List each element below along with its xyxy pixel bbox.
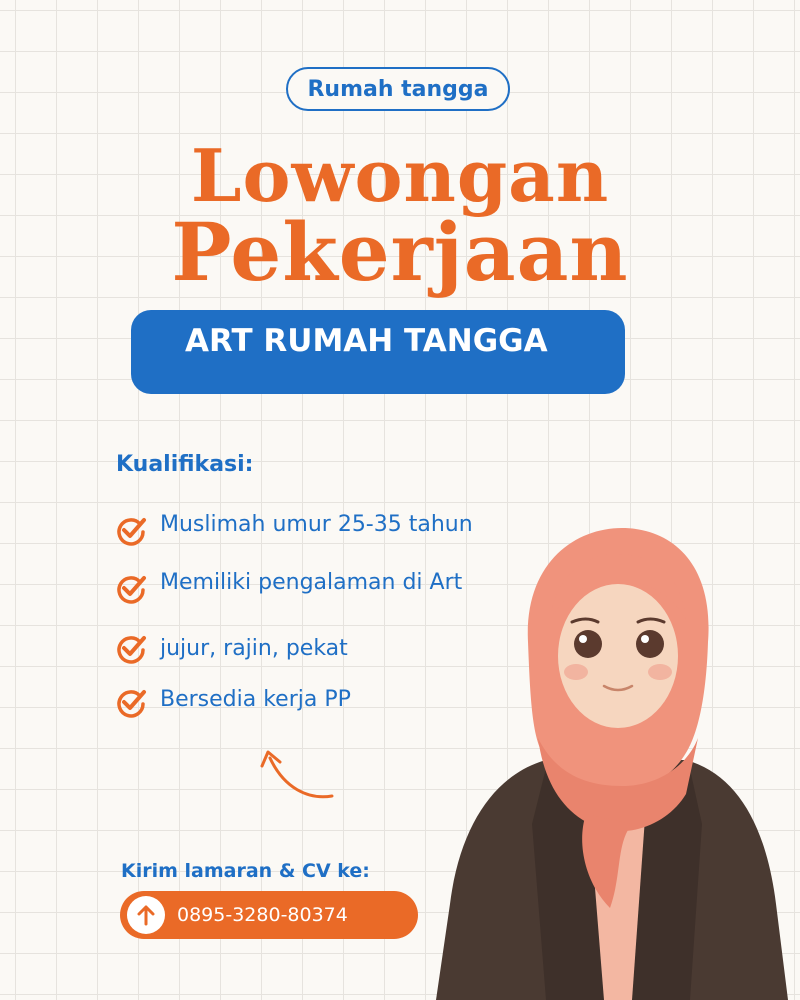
list-item [114, 684, 351, 720]
check-circle-icon [114, 572, 148, 606]
phone-number: 0895-3280-80374 [177, 904, 348, 926]
arrow-up-icon [127, 896, 165, 934]
hijab-woman-illustration [436, 524, 800, 1000]
phone-button[interactable] [120, 891, 418, 939]
check-circle-icon [114, 686, 148, 720]
headline-line-2: Pekerjaan [171, 205, 629, 299]
list-item [114, 512, 473, 548]
qualification-text: Bersedia kerja PP [160, 687, 351, 712]
qualification-text: Memiliki pengalaman di Art [160, 570, 463, 595]
curved-arrow-icon [258, 748, 338, 804]
qualifications-heading: Kualifikasi: [116, 452, 254, 477]
headline-line-1: Lowongan [190, 133, 610, 218]
check-circle-icon [114, 632, 148, 666]
category-badge [286, 67, 510, 111]
job-title-banner [131, 310, 625, 394]
list-item [114, 570, 462, 606]
apply-label: Kirim lamaran & CV ke: [121, 860, 370, 882]
list-item [114, 630, 348, 666]
category-label: Rumah tangga [307, 76, 489, 102]
qualification-text: jujur, rajin, pekat [160, 636, 348, 661]
check-circle-icon [114, 514, 148, 548]
qualification-text: Muslimah umur 25-35 tahun [160, 512, 473, 537]
job-title: ART RUMAH TANGGA [185, 323, 548, 359]
